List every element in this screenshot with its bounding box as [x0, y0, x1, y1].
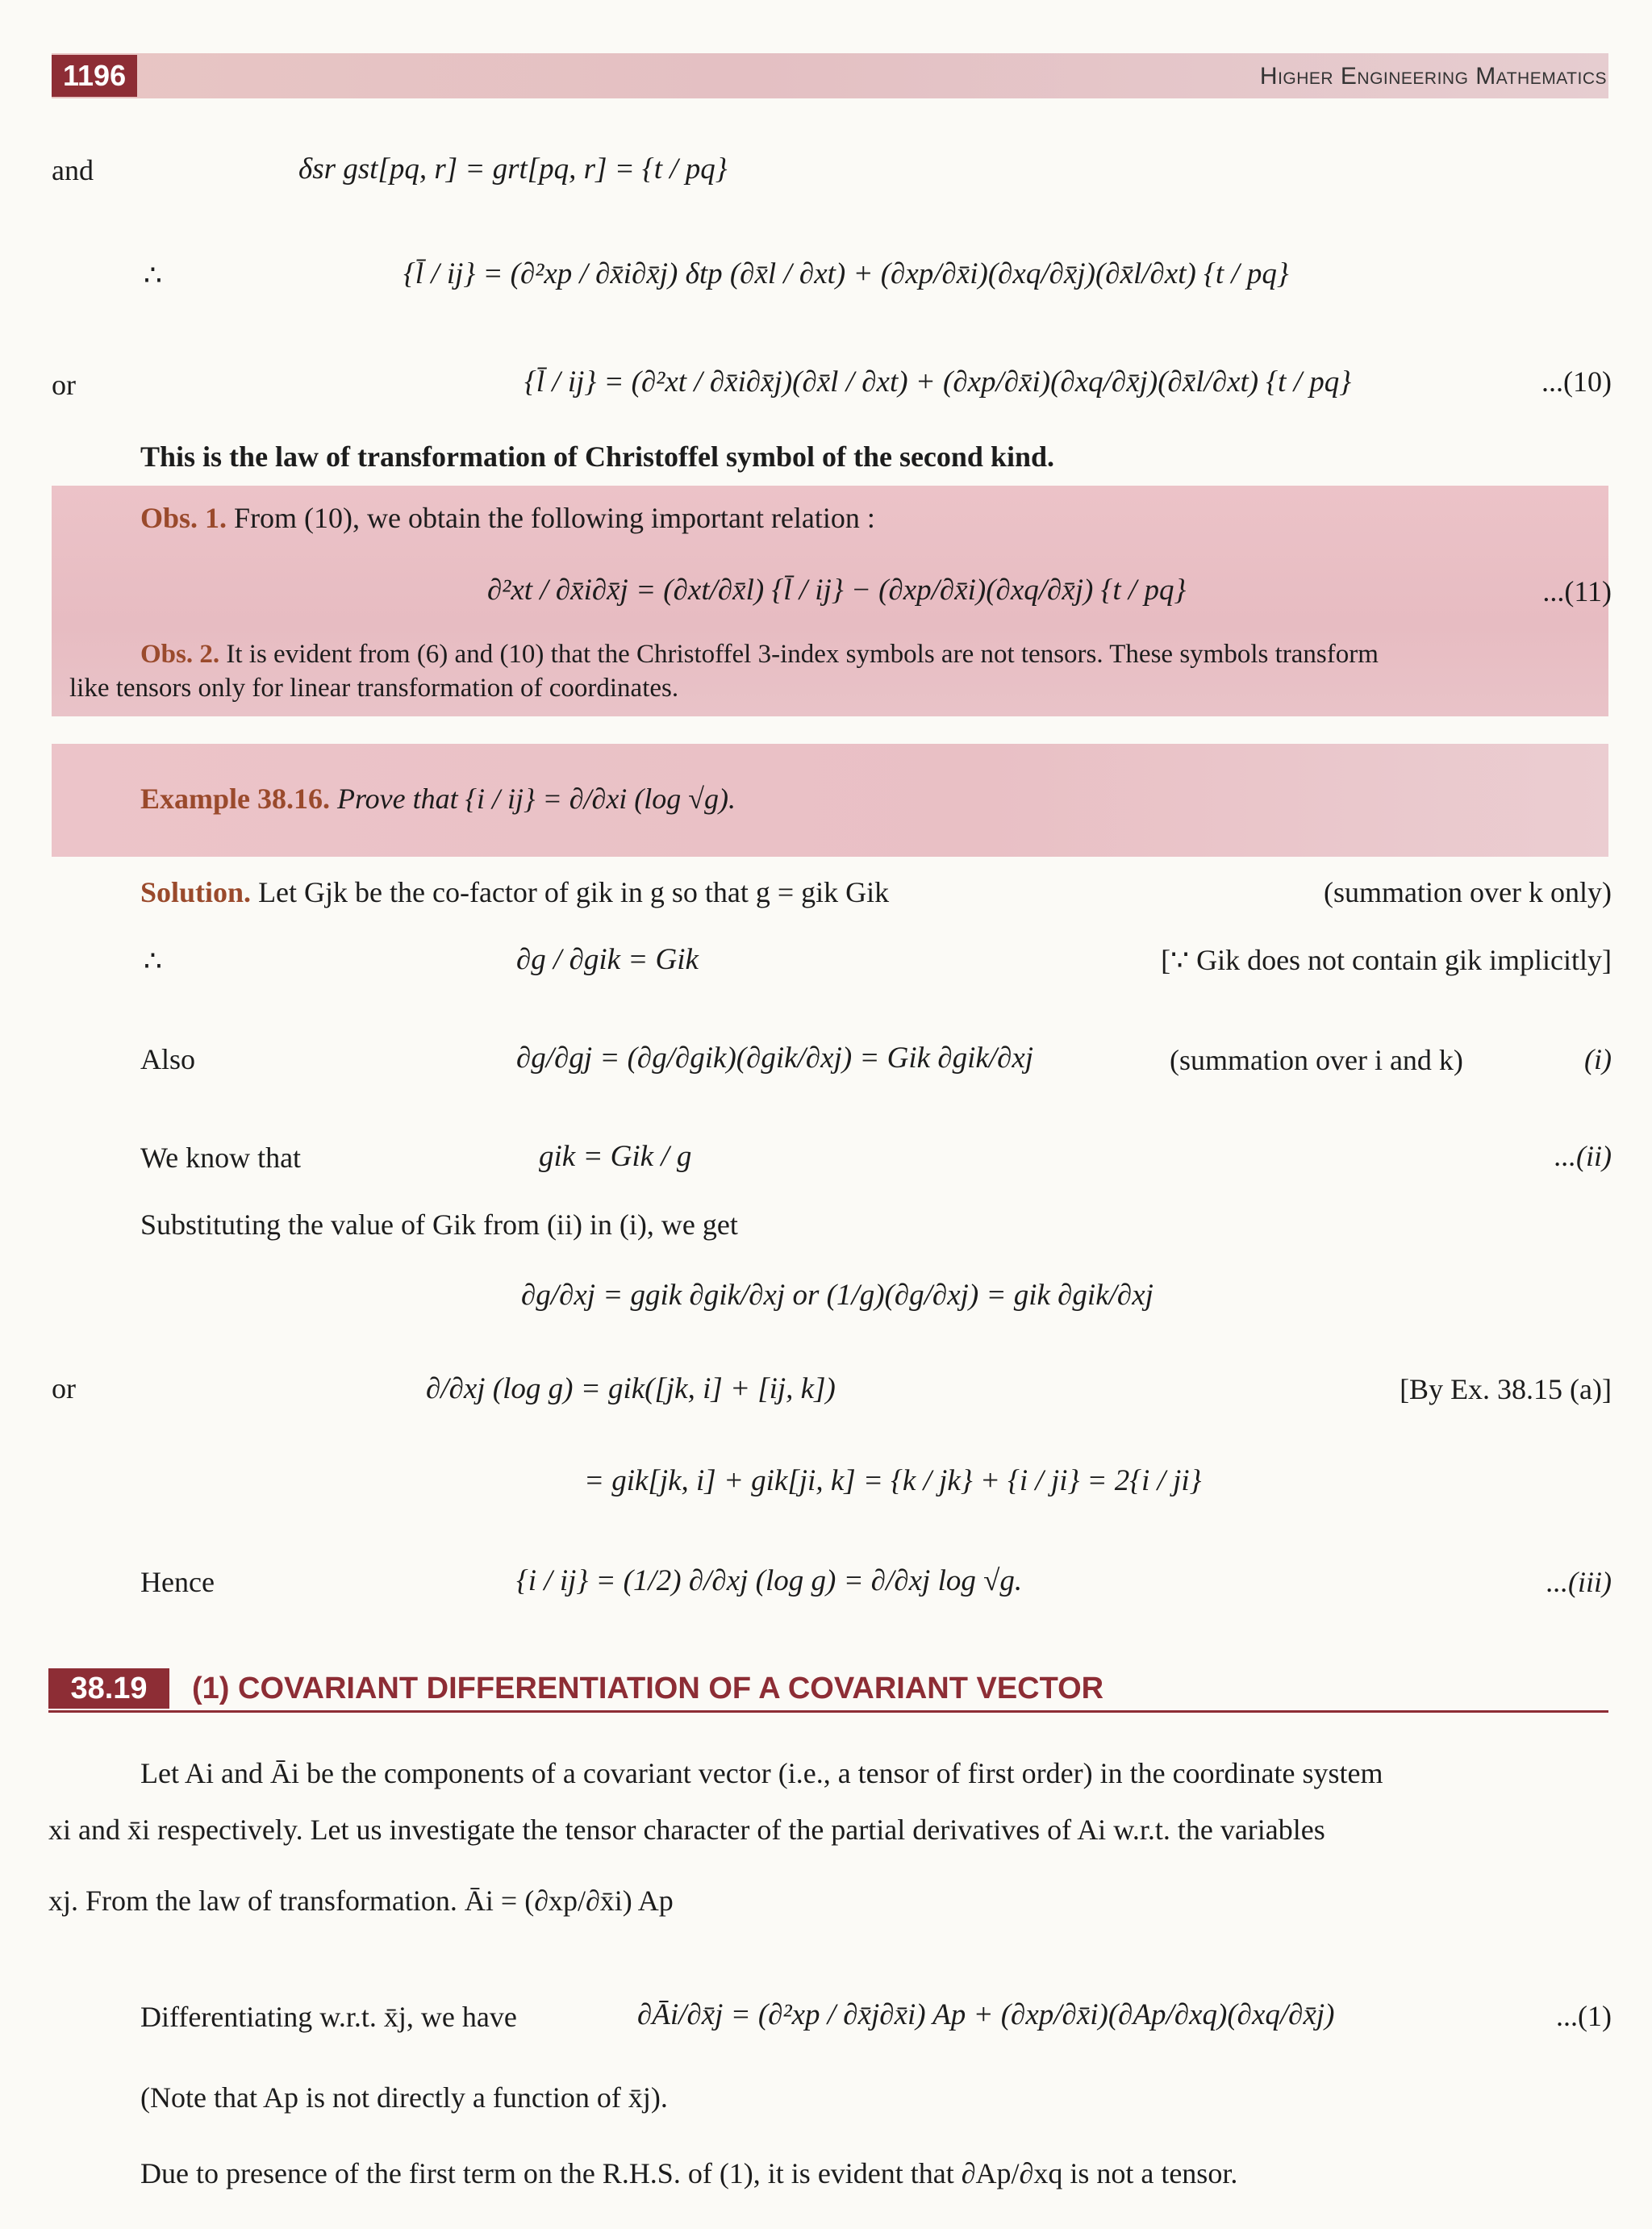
- equation-log: ∂/∂xj (log g) = gik([jk, i] + [ij, k]): [426, 1372, 836, 1405]
- page-number: 1196: [52, 55, 137, 97]
- also-note: (summation over i and k): [1170, 1044, 1463, 1076]
- section-title: (1) COVARIANT DIFFERENTIATION OF A COVARIANT VECTOR: [192, 1672, 1104, 1705]
- equation-number-i: (i): [1584, 1043, 1612, 1075]
- equation-hence: {i / ij} = (1/2) ∂/∂xj (log g) = ∂/∂xj log √g.: [516, 1564, 1023, 1597]
- equation-number-ii: ...(ii): [1554, 1140, 1612, 1172]
- equation-number-10: ...(10): [1541, 365, 1612, 398]
- example-label: Example 38.16.: [140, 783, 331, 815]
- note-text: (Note that Ap is not directly a function of x̄j).: [140, 2081, 668, 2114]
- obs2-label: Obs. 2.: [140, 640, 220, 669]
- or-label: or: [52, 369, 76, 401]
- equation-substituted: ∂g/∂xj = ggik ∂gik/∂xj or (1/g)(∂g/∂xj) = gik ∂gik/∂xj: [521, 1279, 1153, 1312]
- para1-line3: xj. From the law of transformation. Āi = (∂xp/∂x̄i) Ap: [48, 1885, 674, 1917]
- we-know-label: We know that: [140, 1142, 302, 1174]
- para1-line2: xi and x̄i respectively. Let us investigate the tensor character of the partial derivatives of Ai w.r.t. the variables: [48, 1814, 1325, 1846]
- therefore-symbol: ∴: [144, 259, 162, 291]
- solution-intro: Let Gjk be the co-factor of gik in g so that g = gik Gik: [258, 876, 890, 908]
- obs2-text-2: like tensors only for linear transformation of coordinates.: [69, 674, 679, 703]
- book-title: Higher Engineering Mathematics: [1259, 63, 1607, 90]
- differentiating-text: Differentiating w.r.t. x̄j, we have: [140, 2001, 517, 2033]
- substituting-text: Substituting the value of Gik from (ii) in (i), we get: [140, 1208, 738, 1241]
- equation-dg-note: [∵ Gik does not contain gik implicitly]: [1161, 944, 1612, 976]
- obs1-text: From (10), we obtain the following important relation :: [234, 502, 875, 534]
- equation-number-11: ...(11): [1542, 575, 1612, 607]
- section-rule: [48, 1710, 1608, 1713]
- obs2-line1: [140, 637, 1379, 671]
- equation-also: ∂g/∂gj = (∂g/∂gik)(∂gik/∂xj) = Gik ∂gik/∂xj: [516, 1041, 1034, 1075]
- example-line: [140, 781, 736, 816]
- or-label-2: or: [52, 1372, 76, 1405]
- equation-11: ∂²xt / ∂x̄i∂x̄j = (∂xt/∂x̄l) {l̄ / ij} − (∂xp/∂x̄i)(∂xq/∂x̄j) {t / pq}: [487, 574, 1187, 607]
- equation-log-note: [By Ex. 38.15 (a)]: [1400, 1373, 1612, 1405]
- obs2-text-1: It is evident from (6) and (10) that the Christoffel 3-index symbols are not tensors. These symbols transform: [226, 640, 1379, 669]
- equation-dg: ∂g / ∂gik = Gik: [516, 943, 699, 976]
- solution-line: [140, 874, 889, 910]
- para1-line1: Let Ai and Āi be the components of a covariant vector (i.e., a tensor of first order) in the coordinate system: [140, 1757, 1383, 1789]
- equation-delta: δsr gst[pq, r] = grt[pq, r] = {t / pq}: [298, 152, 728, 186]
- also-label: Also: [140, 1043, 196, 1075]
- equation-transform-a: {l̄ / ij} = (∂²xp / ∂x̄i∂x̄j) δtp (∂x̄l / ∂xt) + (∂xp/∂x̄i)(∂xq/∂x̄j)(∂x̄l/∂xt) {t / pq}: [403, 257, 1289, 290]
- therefore-symbol-2: ∴: [144, 945, 162, 977]
- section-number: 38.19: [48, 1668, 169, 1709]
- example-statement: Prove that {i / ij} = ∂/∂xi (log √g).: [337, 783, 736, 815]
- solution-label: Solution.: [140, 876, 252, 908]
- obs1-label: Obs. 1.: [140, 502, 227, 534]
- last-line: Due to presence of the first term on the R.H.S. of (1), it is evident that ∂Ap/∂xq is not a tensor.: [140, 2157, 1238, 2189]
- and-label: and: [52, 154, 94, 186]
- equation-log-2: = gik[jk, i] + gik[ji, k] = {k / jk} + {i / ji} = 2{i / ji}: [584, 1464, 1202, 1497]
- equation-transform-b: {l̄ / ij} = (∂²xt / ∂x̄i∂x̄j)(∂x̄l / ∂xt) + (∂xp/∂x̄i)(∂xq/∂x̄j)(∂x̄l/∂xt) {t / pq}: [524, 365, 1352, 399]
- equation-1: ∂Āi/∂x̄j = (∂²xp / ∂x̄j∂x̄i) Ap + (∂xp/∂x̄i)(∂Ap/∂xq)(∂xq/∂x̄j): [637, 1998, 1335, 2031]
- equation-number-1: ...(1): [1556, 2000, 1612, 2032]
- law-statement: This is the law of transformation of Christoffel symbol of the second kind.: [140, 440, 1055, 473]
- equation-number-iii: ...(iii): [1546, 1566, 1612, 1598]
- hence-label: Hence: [140, 1566, 215, 1598]
- solution-intro-note: (summation over k only): [1324, 876, 1612, 908]
- obs1-line: [140, 500, 875, 536]
- equation-gik: gik = Gik / g: [539, 1140, 692, 1173]
